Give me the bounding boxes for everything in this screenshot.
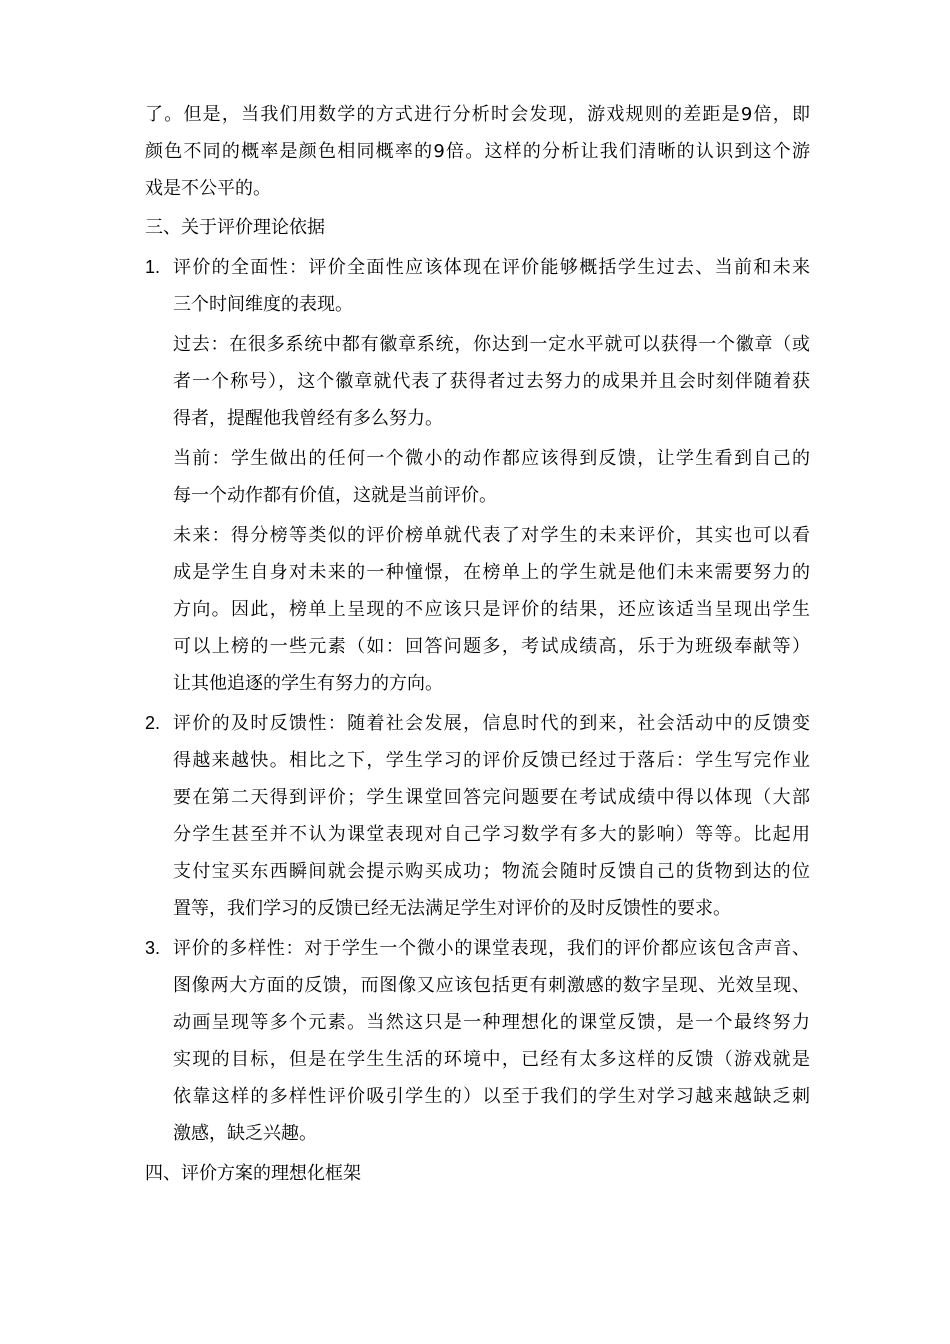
list-item-2 bbox=[145, 705, 810, 927]
text-line: 者一个称号），这个徽章就代表了获得者过去努力的成果并且会时刻伴随着获 bbox=[173, 371, 810, 392]
text-line: 评价的及时反馈性：随着社会发展，信息时代的到来，社会活动中的反馈变 bbox=[173, 713, 810, 734]
list-item-1 bbox=[145, 249, 810, 323]
sub-paragraph-present bbox=[145, 440, 810, 514]
text-line: 戏是不公平的。 bbox=[145, 178, 271, 199]
section-heading-4: 四、评价方案的理想化框架 bbox=[145, 1163, 361, 1184]
text-line: 分学生甚至并不认为课堂表现对自己学习数学有多大的影响）等等。比起用 bbox=[173, 824, 810, 845]
text-line: 成是学生自身对未来的一种憧憬，在榜单上的学生就是他们未来需要努力的 bbox=[173, 562, 810, 583]
text-line: 评价的多样性：对于学生一个微小的课堂表现，我们的评价都应该包含声音、 bbox=[173, 938, 810, 959]
text-line: 要在第二天得到评价；学生课堂回答完问题要在考试成绩中得以体现（大部 bbox=[173, 787, 810, 808]
text-line: 实现的目标，但是在学生生活的环境中，已经有太多这样的反馈（游戏就是 bbox=[173, 1049, 810, 1070]
text-line: 未来：得分榜等类似的评价榜单就代表了对学生的未来评价，其实也可以看 bbox=[173, 525, 810, 546]
text-line: 每一个动作都有价值，这就是当前评价。 bbox=[173, 485, 497, 506]
text-line: 激感，缺乏兴趣。 bbox=[173, 1123, 317, 1144]
sub-paragraph-future bbox=[145, 517, 810, 702]
text-line: 当前：学生做出的任何一个微小的动作都应该得到反馈，让学生看到自己的 bbox=[173, 448, 810, 469]
list-number: 3. bbox=[145, 938, 161, 958]
text-line: 依靠这样的多样性评价吸引学生的）以至于我们的学生对学习越来越缺乏刺 bbox=[173, 1086, 810, 1107]
text-line: 评价的全面性：评价全面性应该体现在评价能够概括学生过去、当前和未来 bbox=[173, 257, 810, 278]
text-line: 方向。因此，榜单上呈现的不应该只是评价的结果，还应该适当呈现出学生 bbox=[173, 599, 810, 620]
list-number: 1. bbox=[145, 257, 161, 277]
text-line: 得者，提醒他我曾经有多么努力。 bbox=[173, 408, 443, 429]
list-item-3 bbox=[145, 930, 810, 1152]
text-line: 过去：在很多系统中都有徽章系统，你达到一定水平就可以获得一个徽章（或 bbox=[173, 334, 810, 355]
intro-paragraph bbox=[145, 96, 810, 207]
text-line: 图像两大方面的反馈，而图像又应该包括更有刺激感的数字呈现、光效呈现、 bbox=[173, 975, 810, 996]
list-number: 2. bbox=[145, 713, 161, 733]
text-line: 了。但是，当我们用数学的方式进行分析时会发现，游戏规则的差距是9倍，即 bbox=[145, 104, 810, 125]
text-line: 支付宝买东西瞬间就会提示购买成功；物流会随时反馈自己的货物到达的位 bbox=[173, 861, 810, 882]
text-line: 可以上榜的一些元素（如：回答问题多，考试成绩高，乐于为班级奉献等） bbox=[173, 636, 810, 657]
text-line: 得越来越快。相比之下，学生学习的评价反馈已经过于落后：学生写完作业 bbox=[173, 750, 810, 771]
text-line: 让其他追逐的学生有努力的方向。 bbox=[173, 673, 443, 694]
text-line: 置等，我们学习的反馈已经无法满足学生对评价的及时反馈性的要求。 bbox=[173, 898, 731, 919]
text-line: 动画呈现等多个元素。当然这只是一种理想化的课堂反馈，是一个最终努力 bbox=[173, 1012, 810, 1033]
text-line: 颜色不同的概率是颜色相同概率的9倍。这样的分析让我们清晰的认识到这个游 bbox=[145, 141, 810, 162]
text-line: 三个时间维度的表现。 bbox=[173, 294, 353, 315]
section-heading-3: 三、关于评价理论依据 bbox=[145, 217, 325, 238]
sub-paragraph-past bbox=[145, 326, 810, 437]
page-content bbox=[145, 96, 810, 1192]
